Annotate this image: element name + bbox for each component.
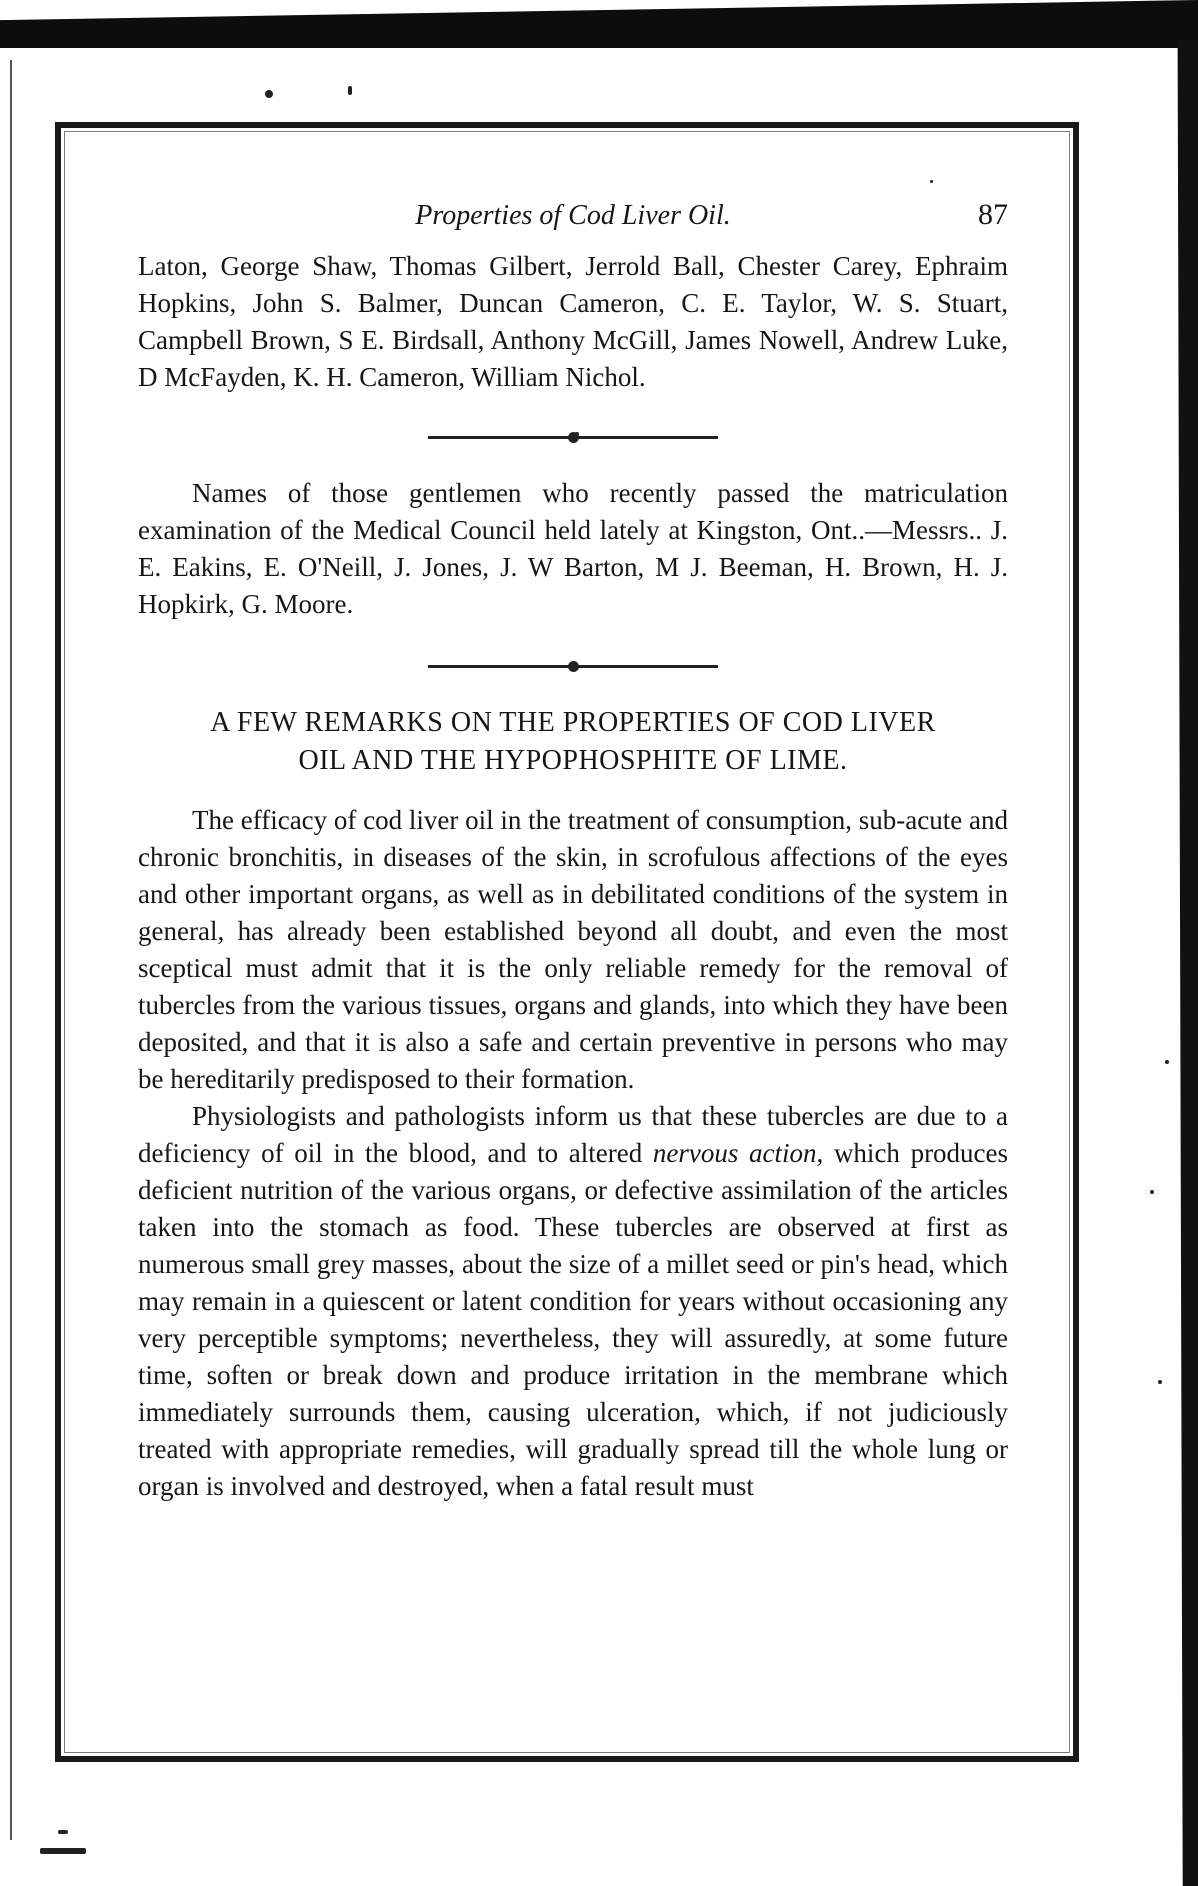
article-paragraph-1: The efficacy of cod liver oil in the treatment of consumption, sub-acute and chronic bronchitis, in diseases of the skin, in scrofulous affections of the eyes and other important organs, as well as in debilitated conditions of the system in general, has already been established beyond all doubt, and even the most sceptical must admit that it is the only reliable remedy for the removal of tubercles from the various tissues, organs and glands, into which they have been deposited, and that it is also a safe and certain preventive in persons who may be hereditarily predisposed to their formation.	[138, 805, 1008, 1094]
article-paragraph-2-start: Physiologists and pathologists inform us that these tubercles are due to a deficiency of oil in the blood, and to altered	[138, 1101, 1008, 1168]
scan-speck	[58, 1830, 68, 1834]
page-number: 87	[978, 198, 1008, 231]
scan-border-right	[1164, 40, 1198, 1886]
scan-speck	[1165, 1060, 1169, 1064]
scan-speck	[265, 90, 273, 98]
article-heading-line-2: OIL AND THE HYPOPHOSPHITE OF LIME.	[298, 745, 848, 776]
article-paragraph-2	[138, 1098, 1008, 1505]
names-list-paragraph: Laton, George Shaw, Thomas Gilbert, Jerrold Ball, Chester Carey, Ephraim Hopkins, John S. Balmer, Duncan Cameron, C. E. Taylor, W. S. Stuart, Campbell Brown, S E. Birdsall, Anthony McGill, James Nowell, Andrew Luke, D McFayden, K. H. Cameron, William Nichol.	[138, 251, 1008, 392]
scan-edge-left	[10, 60, 12, 1840]
running-head	[138, 190, 1008, 238]
page-content	[138, 190, 1008, 1505]
matriculation-paragraph: Names of those gentlemen who recently passed the matriculation examination of the Medical Council held lately at Kingston, Ont..—Messrs.. J. E. Eakins, E. O'Neill, J. Jones, J. W Barton, M J. Beeman, H. Brown, H. J. Hopkirk, G. Moore.	[138, 478, 1008, 619]
article-heading-line-1: A FEW REMARKS ON THE PROPERTIES OF COD LIVER	[210, 707, 936, 738]
scan-speck	[1150, 1190, 1154, 1194]
running-title: Properties of Cod Liver Oil.	[415, 200, 731, 231]
article-paragraph-2-emphasis: nervous action,	[652, 1138, 824, 1168]
section-divider	[428, 665, 718, 668]
section-divider	[428, 436, 718, 439]
scan-speck	[348, 86, 352, 95]
scan-border-top	[0, 0, 1198, 48]
scan-speck	[40, 1848, 86, 1854]
scan-speck	[1158, 1380, 1162, 1384]
article-paragraph-2-end: which produces deficient nutrition of the various organs, or defective assimilation of the articles taken into the stomach as food. These tubercles are observed at first as numerous small grey masses, about the size of a millet seed or pin's head, which may remain in a quiescent or latent condition for years without occasioning any very perceptible symptoms; nevertheless, they will assuredly, at some future time, soften or break down and produce irritation in the membrane which immediately surrounds them, causing ulceration, which, if not judiciously treated with appropriate remedies, will gradually spread till the whole lung or organ is involved and destroyed, when a fatal result must	[138, 1138, 1009, 1501]
